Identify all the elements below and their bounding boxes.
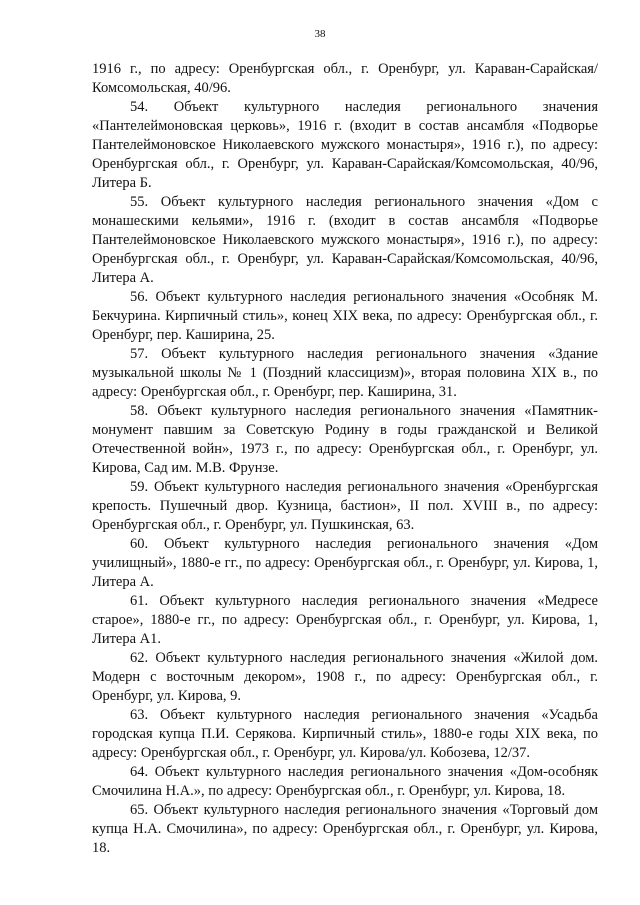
list-item-61: 61. Объект культурного наследия регионального значения «Медресе старое», 1880-е гг., по адресу: Оренбургская обл., г. Оренбург, ул. Кирова, 1, Литера А1. bbox=[92, 593, 598, 647]
page-number: 38 bbox=[314, 28, 326, 40]
list-item-56: 56. Объект культурного наследия регионального значения «Особняк М. Бекчурина. Кирпичный стиль», конец XIX века, по адресу: Оренбургская обл., г. Оренбург, пер. Каширина, 25. bbox=[92, 289, 598, 343]
list-item-63: 63. Объект культурного наследия регионального значения «Усадьба городская купца П.И. Серякова. Кирпичный стиль», 1880-е годы XIX века, по адресу: Оренбургская обл., г. Оренбург, ул. Кирова/ул. Кобозева, 12/37. bbox=[92, 707, 598, 761]
document-body bbox=[92, 60, 598, 858]
lead-paragraph: 1916 г., по адресу: Оренбургская обл., г. Оренбург, ул. Караван-Сарайская/Комсомольская, 40/96. bbox=[92, 61, 598, 96]
list-item-64: 64. Объект культурного наследия регионального значения «Дом-особняк Смочилина Н.А.», по адресу: Оренбургская обл., г. Оренбург, ул. Кирова, 18. bbox=[92, 764, 598, 799]
list-item-57: 57. Объект культурного наследия регионального значения «Здание музыкальной школы № 1 (Поздний классицизм)», вторая половина XIX в., по адресу: Оренбургская обл., г. Оренбург, пер. Каширина, 31. bbox=[92, 346, 598, 400]
list-item-65: 65. Объект культурного наследия регионального значения «Торговый дом купца Н.А. Смочилина», по адресу: Оренбургская обл., г. Оренбург, ул. Кирова, 18. bbox=[92, 802, 598, 856]
list-item-60: 60. Объект культурного наследия регионального значения «Дом училищный», 1880-е гг., по адресу: Оренбургская обл., г. Оренбург, ул. Кирова, 1, Литера А. bbox=[92, 536, 598, 590]
list-item-54: 54. Объект культурного наследия регионального значения «Пантелеймоновская церковь», 1916 г. (входит в состав ансамбля «Подворье Пантелеймоновское Николаевского мужского монастыря», 1916 г.), по адресу: Оренбургская обл., г. Оренбург, ул. Караван-Сарайская/Комсомольская, 40/96, Литера Б. bbox=[92, 99, 598, 191]
list-item-58: 58. Объект культурного наследия регионального значения «Памятник-монумент павшим за Советскую Родину в годы гражданской и Великой Отечественной войн», 1973 г., по адресу: Оренбургская обл., г. Оренбург, ул. Кирова, Сад им. М.В. Фрунзе. bbox=[92, 403, 598, 476]
list-item-55: 55. Объект культурного наследия регионального значения «Дом с монашескими кельями», 1916 г. (входит в состав ансамбля «Подворье Пантелеймоновское Николаевского мужского монастыря», 1916 г.), по адресу: Оренбургская обл., г. Оренбург, ул. Караван-Сарайская/Комсомольская, 40/96, Литера А. bbox=[92, 194, 598, 286]
list-item-62: 62. Объект культурного наследия регионального значения «Жилой дом. Модерн с восточным декором», 1908 г., по адресу: Оренбургская обл., г. Оренбург, ул. Кирова, 9. bbox=[92, 650, 598, 704]
list-item-59: 59. Объект культурного наследия регионального значения «Оренбургская крепость. Пушечный двор. Кузница, бастион», II пол. XVIII в., по адресу: Оренбургская обл., г. Оренбург, ул. Пушкинская, 63. bbox=[92, 479, 598, 533]
